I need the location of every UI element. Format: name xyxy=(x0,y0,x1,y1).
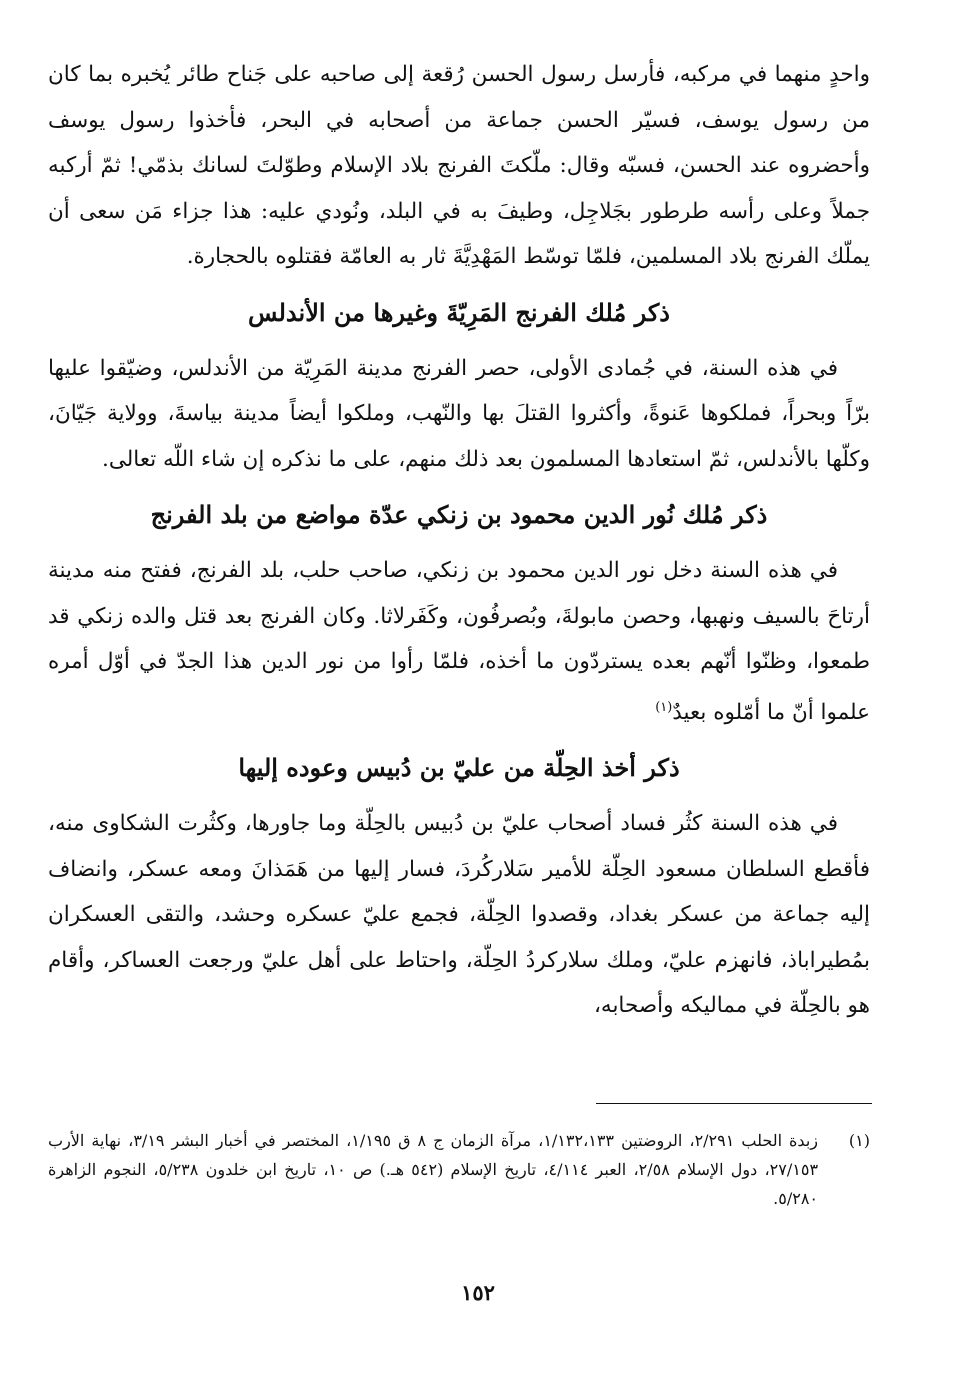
footnote-text: زبدة الحلب ٢/٢٩١، الروضتين ١/١٣٢،١٣٣، مرآة الزمان ج ٨ ق ١/١٩٥، المختصر في أخبار البشر ٣/١٩، نهاية الأرب ٢٧/١٥٣، دول الإسلام ٢/٥٨، العبر ٤/١١٤، تاريخ الإسلام (٥٤٢ هـ.) ص ١٠، تاريخ ابن خلدون ٥/٢٣٨، النجوم الزاهرة ٥/٢٨٠. xyxy=(48,1131,819,1208)
section-heading-almeria: ذكر مُلك الفرنج المَرِيّةَ وغيرها من الأندلس xyxy=(248,297,670,327)
footnote-number: (١) xyxy=(848,1131,870,1150)
paragraph-nur-al-din-text: في هذه السنة دخل نور الدين محمود بن زنكي، صاحب حلب، بلد الفرنج، ففتح منه مدينة أرتاحَ بالسيف ونهبها، وحصن مابولةَ، وبُصرفُون، وكَفَرلاثا. وكان الفرنج بعد قتل والده زنكي قد طمعوا، وظنّوا أنّهم بعده يستردّون ما أخذه، فلمّا رأوا من نور الدين هذا الجدّ في أوّل أمره علموا أنّ ما أمّلوه بعيدٌ xyxy=(48,558,870,725)
paragraph-hilla: في هذه السنة كثُر فساد أصحاب عليّ بن دُبيس بالحِلّة وما جاورها، وكثُرت الشكاوى منه، فأقطع السلطان مسعود الحِلّة للأمير سَلاركُردَ، فسار إليها من هَمَذانَ ومعه عسكر، وانضاف إليه جماعة من عسكر بغداد، وقصدوا الحِلّة، فجمع عليّ عسكره وحشد، والتقى العسكران بمُطيراباذ، فانهزم عليّ، وملك سلاركردُ الحِلّة، واحتاط على أهل عليّ ورجعت العساكر، وأقام هو بالحِلّة في مماليكه وأصحابه، xyxy=(48,811,870,1019)
footnote-reference: (١) xyxy=(655,699,673,715)
footnote-divider xyxy=(596,1103,872,1104)
section-heading-hilla: ذكر أخذ الحِلّة من عليّ بن دُبيس وعوده إليها xyxy=(238,753,680,783)
page-body xyxy=(48,52,870,1029)
paragraph-almeria: في هذه السنة، في جُمادى الأولى، حصر الفرنج مدينة المَرِيّة من الأندلس، وضيّقوا عليها برّاً وبحراً، فملكوها عَنوةً، وأكثروا القتلَ بها والنّهب، وملكوا أيضاً مدينة بياسةَ، وولاية جَيّانَ، وكلّها بالأندلس، ثمّ استعادها المسلمون بعد ذلك منهم، على ما نذكره إن شاء اللّه تعالى. xyxy=(48,355,870,472)
footnotes xyxy=(48,1126,870,1213)
page-number: ١٥٢ xyxy=(461,1280,495,1305)
paragraph-intro: واحدٍ منهما في مركبه، فأرسل رسول الحسن رُقعة إلى صاحبه على جَناح طائر يُخبره بما كان من رسول يوسف، فسيّر الحسن جماعة من أصحابه في البحر، فأخذوا رسول يوسف وأحضروه عند الحسن، فسبّه وقال: ملّكتَ الفرنج بلاد الإسلام وطوّلتَ لسانك بذمّي! ثمّ أركبه جملاً وعلى رأسه طرطور بجَلاجِل، وطيفَ به في البلد، ونُودي عليه: هذا جزاء مَن سعى أن يملّك الفرنج بلاد المسلمين، فلمّا توسّط المَهْدِيَّةَ ثار به العامّة فقتلوه بالحجارة. xyxy=(48,62,870,269)
section-heading-nur-al-din: ذكر مُلك نُور الدين محمود بن زنكي عدّة مواضع من بلد الفرنج xyxy=(150,500,768,529)
paragraph-nur-al-din xyxy=(48,548,870,735)
